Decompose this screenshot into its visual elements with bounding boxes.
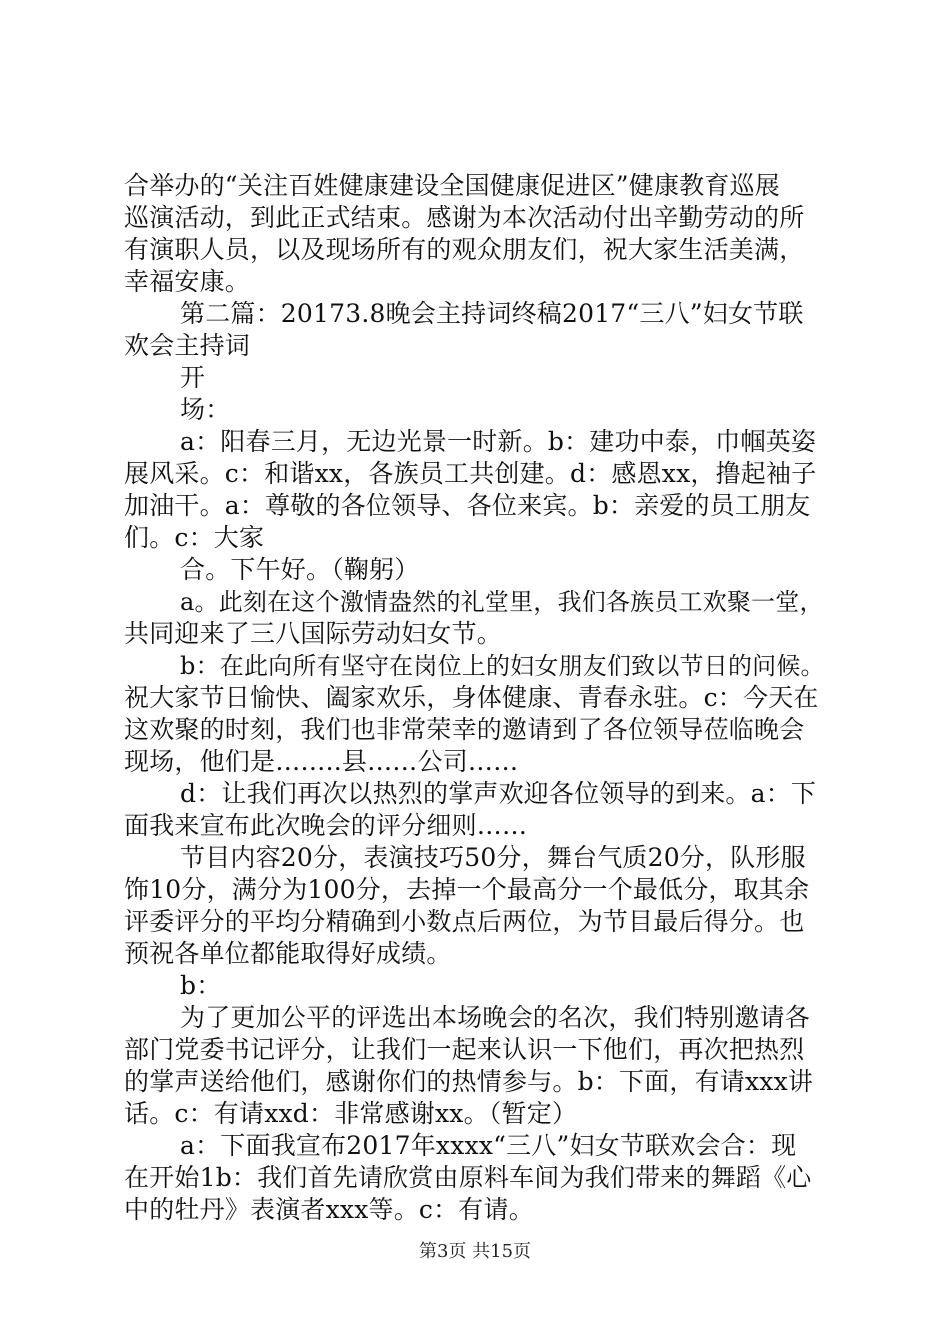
text-line: 祝大家节日愉快、阖家欢乐，身体健康、青春永驻。c：今天在 [124, 683, 819, 712]
text-line: 部门党委书记评分，让我们一起来认识一下他们，再次把热烈 [124, 1035, 805, 1064]
text-line: 们。c：大家 [124, 523, 265, 552]
text-line: 在开始1b：我们首先请欣赏由原料车间为我们带来的舞蹈《心 [124, 1163, 812, 1192]
text-line: 合举办的“关注百姓健康建设全国健康促进区”健康教育巡展 [124, 171, 780, 200]
text-line: a：阳春三月，无边光景一时新。b：建功中泰，巾帼英姿 [180, 427, 817, 456]
text-line: 合。下午好。（鞠躬） [180, 555, 420, 584]
text-line: 共同迎来了三八国际劳动妇女节。 [124, 619, 503, 648]
text-line: 为了更加公平的评选出本场晚会的名次，我们特别邀请各 [180, 1003, 811, 1032]
text-line: 幸福安康。 [124, 267, 251, 296]
text-line: 预祝各单位都能取得好成绩。 [124, 939, 452, 968]
document-body [124, 170, 836, 1226]
text-line: 第二篇：20173.8晚会主持词终稿2017“三八”妇女节联 [180, 299, 804, 328]
text-line: 饰10分，满分为100分，去掉一个最高分一个最低分，取其余 [124, 875, 810, 904]
text-line: 评委评分的平均分精确到小数点后两位，为节目最后得分。也 [124, 907, 805, 936]
text-line: 的掌声送给他们，感谢你们的热情参与。b：下面，有请xxx讲 [124, 1067, 814, 1096]
text-line: a：下面我宣布2017年xxxx“三八”妇女节联欢会合：现 [180, 1131, 797, 1160]
text-line: 有演职人员，以及现场所有的观众朋友们，祝大家生活美满， [124, 235, 805, 264]
page-footer: 第3页 共15页 [418, 1241, 532, 1262]
text-line: 这欢聚的时刻，我们也非常荣幸的邀请到了各位领导莅临晚会 [124, 715, 805, 744]
text-line: a。此刻在这个激情盎然的礼堂里，我们各族员工欢聚一堂， [180, 588, 824, 616]
text-line: 展风采。c：和谐xx，各族员工共创建。d：感恩xx，撸起袖子 [124, 459, 817, 488]
text-line: 开 [180, 363, 206, 392]
text-line: 面我来宣布此次晚会的评分细则…… [124, 811, 528, 840]
text-line: d：让我们再次以热烈的掌声欢迎各位领导的到来。a：下 [180, 779, 817, 808]
text-line: 中的牡丹》表演者xxx等。c：有请。 [124, 1195, 534, 1224]
text-line: b：在此向所有坚守在岗位上的妇女朋友们致以节日的问候。 [180, 652, 825, 680]
text-line: 欢会主持词 [124, 331, 251, 360]
text-line: 加油干。a：尊敬的各位领导、各位来宾。b：亲爱的员工朋友 [124, 491, 811, 520]
text-line: 节目内容20分，表演技巧50分，舞台气质20分，队形服 [180, 843, 806, 872]
text-line: 场： [180, 395, 231, 424]
text-line: 话。c：有请xxd：非常感谢xx。（暂定） [124, 1099, 578, 1128]
text-line: 巡演活动，到此正式结束。感谢为本次活动付出辛勤劳动的所 [124, 203, 805, 232]
text-line: b： [180, 971, 222, 1000]
text-line: 现场，他们是……..县……公司…… [124, 747, 519, 776]
